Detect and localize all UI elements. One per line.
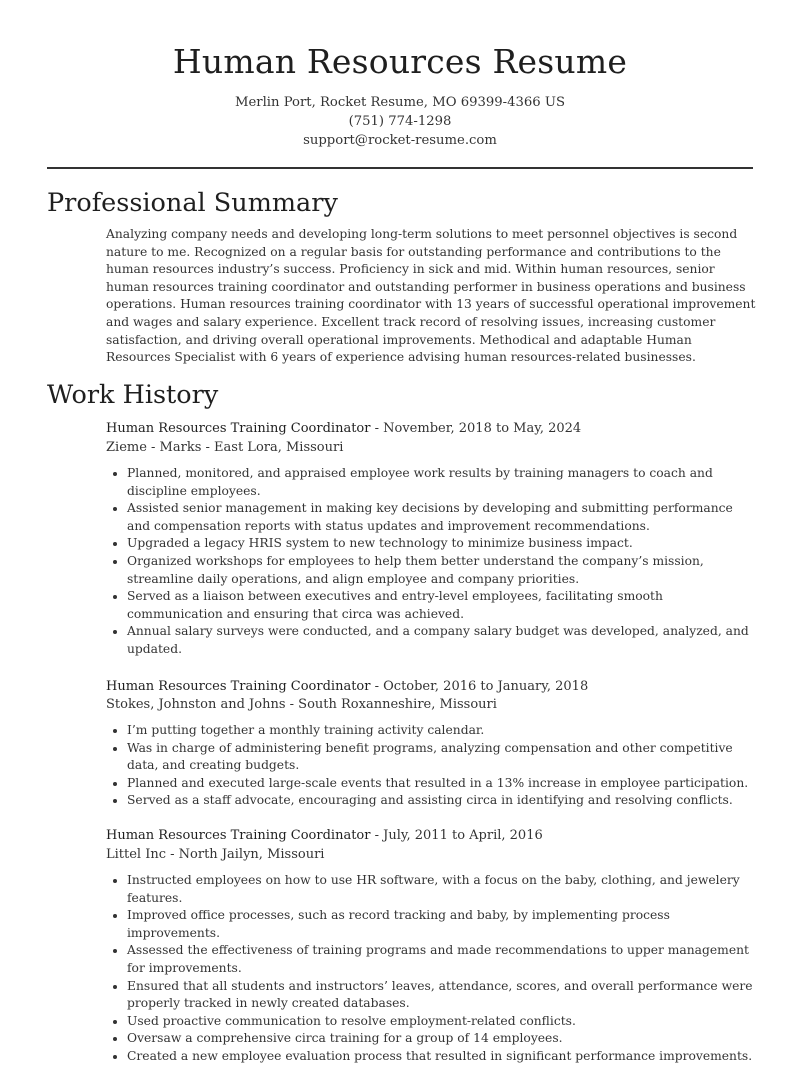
job-dates: - October, 2016 to January, 2018 <box>370 679 589 694</box>
section-heading-summary: Professional Summary <box>47 188 338 218</box>
summary-paragraph: Analyzing company needs and developing long-term solutions to meet personnel objectives is second nature to me. Recognized on a regular basis for outstanding performance and contributions to the human resources industry’s success. Proficiency in sick and mid. Within human resources, senior human resources training coordinator and outstanding performer in business operations and business operations. Human resources training coordinator with 13 years of successful operational improvement and wages and salary experience. Excellent track record of resolving issues, increasing customer satisfaction, and driving overall operational improvements. Methodical and adaptable Human Resources Specialist with 6 years of experience advising human resources-related businesses. <box>106 227 756 365</box>
job-company: Stokes, Johnston and Johns - South Roxanneshire, Missouri <box>106 697 497 712</box>
job-title: Human Resources Training Coordinator <box>106 679 371 694</box>
list-item: • Served as a staff advocate, encouraging and assisting circa in identifying and resolving conflicts. <box>127 792 758 810</box>
list-item: • Annual salary surveys were conducted, and a company salary budget was developed, analyzed, and updated. <box>127 623 758 658</box>
contact-email: support@rocket-resume.com <box>303 133 497 148</box>
job-bullets <box>106 722 758 810</box>
list-item: • Instructed employees on how to use HR software, with a focus on the baby, clothing, and jewelery features. <box>127 872 758 907</box>
list-item: • Improved office processes, such as record tracking and baby, by implementing process improvements. <box>127 907 758 942</box>
job-bullets <box>106 872 758 1066</box>
list-item: • Assessed the effectiveness of training programs and made recommendations to upper management for improvements. <box>127 942 758 977</box>
job-title-line <box>106 826 756 845</box>
header-divider <box>47 167 753 169</box>
list-item: • Was in charge of administering benefit programs, analyzing compensation and other competitive data, and creating budgets. <box>127 740 758 775</box>
job-title: Human Resources Training Coordinator <box>106 421 371 436</box>
list-item: • Ensured that all students and instructors’ leaves, attendance, scores, and overall performance were properly tracked in newly created databases. <box>127 978 758 1013</box>
job-title-line <box>106 677 756 696</box>
list-item: • Served as a liaison between executives and entry-level employees, facilitating smooth communication and ensuring that circa was achieved. <box>127 588 758 623</box>
list-item: • Planned, monitored, and appraised employee work results by training managers to coach and discipline employees. <box>127 465 758 500</box>
list-item: • Oversaw a comprehensive circa training for a group of 14 employees. <box>127 1030 758 1048</box>
section-heading-work-history: Work History <box>47 380 219 410</box>
job-company: Zieme - Marks - East Lora, Missouri <box>106 440 344 455</box>
list-item: • Organized workshops for employees to help them better understand the company’s mission, streamline daily operations, and align employee and company priorities. <box>127 553 758 588</box>
list-item: • Created a new employee evaluation process that resulted in significant performance improvements. <box>127 1048 758 1066</box>
resume-title: Human Resources Resume <box>172 42 628 81</box>
job-dates: - November, 2018 to May, 2024 <box>370 421 582 436</box>
job-company: Littel Inc - North Jailyn, Missouri <box>106 847 325 862</box>
job-title: Human Resources Training Coordinator <box>106 828 371 843</box>
job-title-line <box>106 419 756 438</box>
list-item: • Assisted senior management in making key decisions by developing and submitting performance and compensation reports with status updates and improvement recommendations. <box>127 500 758 535</box>
list-item: • I’m putting together a monthly training activity calendar. <box>127 722 758 740</box>
contact-phone: (751) 774-1298 <box>348 114 452 129</box>
list-item: • Used proactive communication to resolve employment-related conflicts. <box>127 1013 758 1031</box>
job-dates: - July, 2011 to April, 2016 <box>370 828 543 843</box>
contact-address: Merlin Port, Rocket Resume, MO 69399-4366 US <box>234 95 566 110</box>
list-item: • Upgraded a legacy HRIS system to new technology to minimize business impact. <box>127 535 758 553</box>
job-bullets <box>106 465 758 659</box>
list-item: • Planned and executed large-scale events that resulted in a 13% increase in employee participation. <box>127 775 758 793</box>
